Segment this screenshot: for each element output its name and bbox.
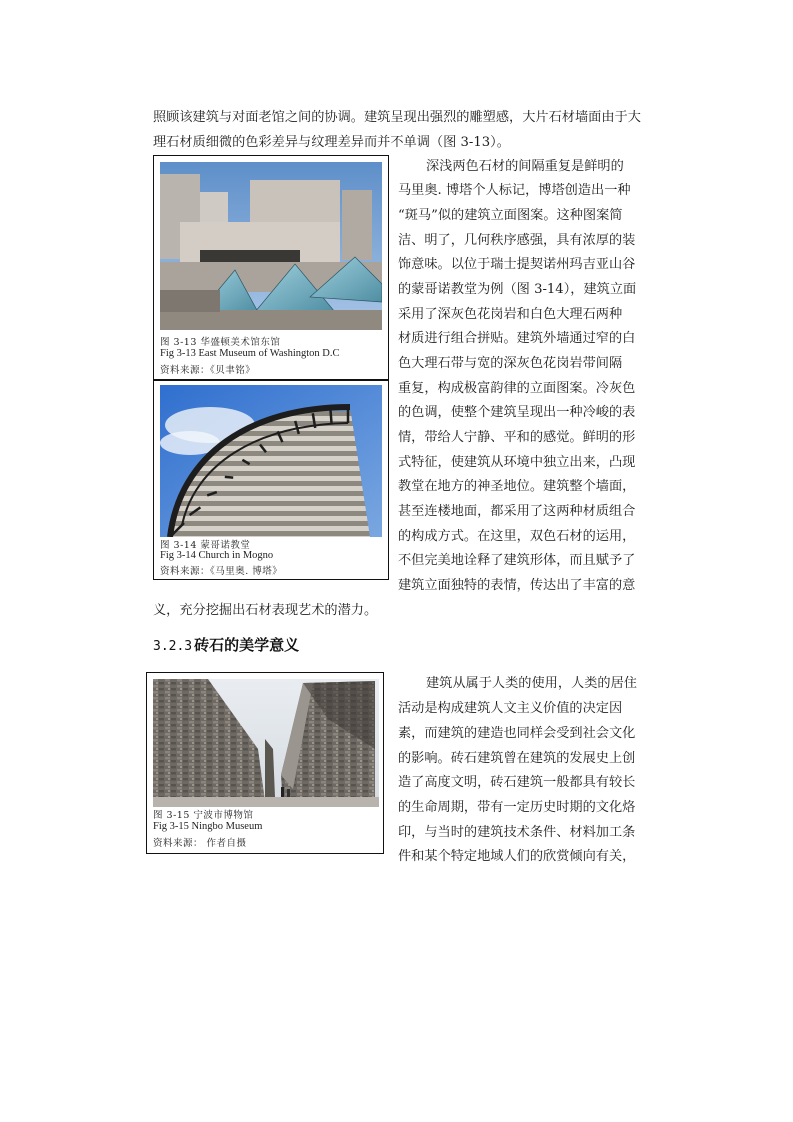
figure-3-15-source: 资料来源： 作者自摄	[153, 838, 247, 849]
figure-3-15	[146, 672, 384, 854]
figure-3-14-caption-en: Fig 3-14 Church in Mogno	[160, 550, 274, 561]
right-line-14: 教堂在地方的神圣地位。建筑整个墙面，	[398, 479, 636, 494]
section-line-6: 的生命周期，带有一定历史时期的文化烙	[398, 800, 636, 815]
section-line-1: 建筑从属于人类的使用，人类的居住	[426, 676, 637, 691]
section-number: 3.2.3	[153, 639, 193, 654]
continuation-line: 义，充分挖掘出石材表现艺术的潜力。	[153, 603, 378, 618]
right-line-3: “斑马”似的建筑立面图案。这种图案简	[398, 208, 623, 223]
figure-3-14	[153, 380, 389, 580]
photo-mogno-church	[160, 385, 382, 537]
figure-3-14-source: 资料来源：《马里奥. 博塔》	[160, 566, 283, 577]
right-line-1: 深浅两色石材的间隔重复是鲜明的	[426, 159, 624, 174]
right-line-4: 洁、明了，几何秩序感强，具有浓厚的装	[398, 233, 636, 248]
right-line-11: 的色调，使整个建筑呈现出一种冷峻的表	[398, 405, 636, 420]
right-line-15: 甚至连楼地面，都采用了这两种材质组合	[398, 504, 636, 519]
section-line-4: 的影响。砖石建筑曾在建筑的发展史上创	[398, 751, 636, 766]
right-line-5: 饰意味。以位于瑞士提契诺州玛吉亚山谷	[398, 257, 636, 272]
section-title: 砖石的美学意义	[194, 636, 300, 654]
right-line-6: 的蒙哥诺教堂为例（图 3-14），建筑立面	[398, 282, 637, 297]
section-heading	[153, 634, 299, 655]
intro-line-1: 照顾该建筑与对面老馆之间的协调。建筑呈现出强烈的雕塑感，大片石材墙面由于大	[153, 110, 641, 125]
right-line-7: 采用了深灰色花岗岩和白色大理石两种	[398, 307, 623, 322]
right-line-17: 不但完美地诠释了建筑形体，而且赋予了	[398, 553, 636, 568]
section-line-7: 印，与当时的建筑技术条件、材料加工条	[398, 825, 636, 840]
photo-ningbo-museum	[153, 679, 379, 807]
figure-3-15-caption-cn: 图 3-15 宁波市博物馆	[153, 810, 254, 821]
figure-3-13	[153, 155, 389, 380]
right-line-18: 建筑立面独特的表情，传达出了丰富的意	[398, 578, 636, 593]
right-line-13: 式特征，使建筑从环境中独立出来，凸现	[398, 455, 636, 470]
figure-3-13-caption-en: Fig 3-13 East Museum of Washington D.C	[160, 348, 340, 359]
right-line-2: 马里奥. 博塔个人标记，博塔创造出一种	[398, 183, 631, 198]
section-line-2: 活动是构成建筑人文主义价值的决定因	[398, 701, 623, 716]
right-line-10: 重复，构成极富韵律的立面图案。冷灰色	[398, 381, 636, 396]
right-line-12: 情，带给人宁静、平和的感觉。鲜明的形	[398, 430, 636, 445]
intro-line-2: 理石材质细微的色彩差异与纹理差异而并不单调（图 3-13）。	[153, 135, 510, 150]
right-line-9: 色大理石带与宽的深灰色花岗岩带间隔	[398, 356, 623, 371]
photo-east-museum	[160, 162, 382, 330]
figure-3-13-source: 资料来源：《贝聿铭》	[160, 365, 256, 376]
section-line-8: 件和某个特定地域人们的欣赏倾向有关，	[398, 849, 636, 864]
section-line-5: 造了高度文明，砖石建筑一般都具有较长	[398, 775, 636, 790]
right-line-8: 材质进行组合拼贴。建筑外墙通过窄的白	[398, 331, 636, 346]
figure-3-13-caption-cn: 图 3-13 华盛顿美术馆东馆	[160, 337, 281, 348]
figure-3-15-caption-en: Fig 3-15 Ningbo Museum	[153, 821, 263, 832]
figure-3-14-caption-cn: 图 3-14 蒙哥诺教堂	[160, 540, 251, 551]
section-line-3: 素，而建筑的建造也同样会受到社会文化	[398, 726, 636, 741]
right-line-16: 的构成方式。在这里，双色石材的运用，	[398, 529, 636, 544]
